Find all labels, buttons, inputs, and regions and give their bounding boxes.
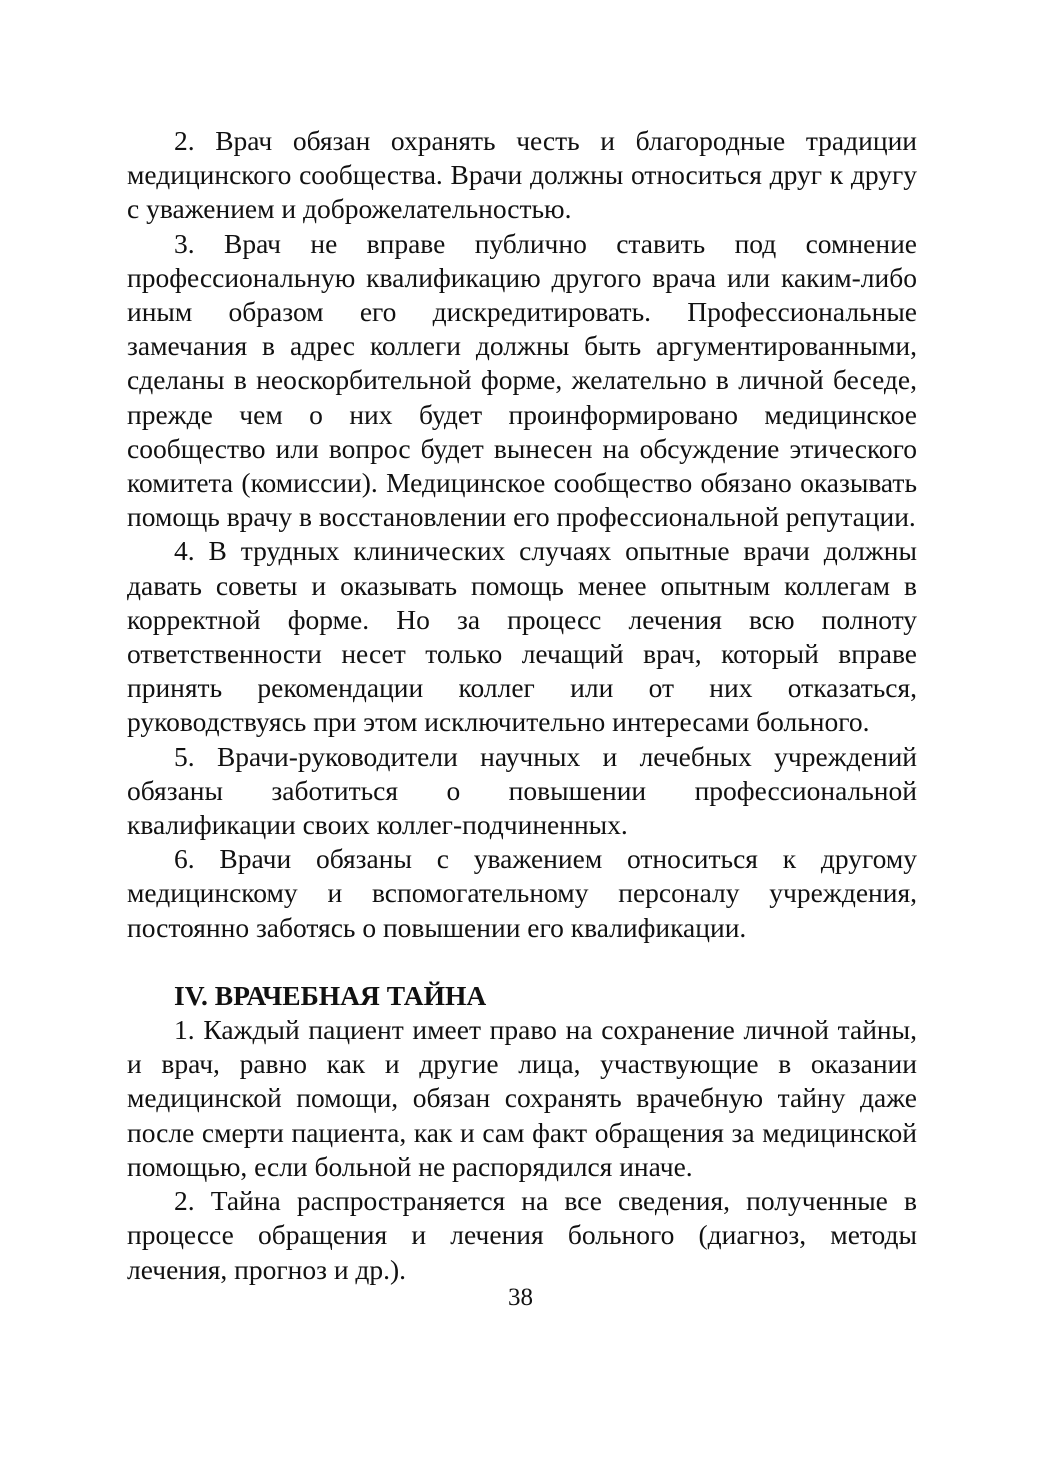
- page-content: [127, 124, 917, 1287]
- paragraph-2-colleagues-honor: 2. Врач обязан охранять честь и благородные традиции медицинского сообщества. Врачи должны относиться друг к другу с уважением и доброжелательностью.: [127, 125, 917, 225]
- page-number: 38: [508, 1284, 533, 1311]
- paragraph-6-respect-staff: 6. Врачи обязаны с уважением относиться к другому медицинскому и вспомогательному персоналу учреждения, постоянно заботясь о повышении его квалификации.: [127, 843, 917, 943]
- paragraph-2-secrecy-scope: 2. Тайна распространяется на все сведения, полученные в процессе обращения и лечения больного (диагноз, методы лечения, прогноз и др.).: [127, 1185, 917, 1285]
- paragraph-4-advice-to-colleagues: 4. В трудных клинических случаях опытные врачи должны давать советы и оказывать помощь менее опытным коллегам в корректной форме. Но за процесс лечения всю полноту ответственности несет только лечащий врач, который вправе принять рекомендации коллег или от них отказаться, руководствуясь при этом исключительно интересами больного.: [127, 535, 917, 738]
- paragraph-3-professional-criticism: 3. Врач не вправе публично ставить под сомнение профессиональную квалификацию другого врача или каким-либо иным образом его дискредитировать. Профессиональные замечания в адрес коллеги должны быть аргументированными, сделаны в неоскорбительной форме, желательно в личной беседе, прежде чем о них будет проинформировано медицинское сообщество или вопрос будет вынесен на обсуждение этического комитета (комиссии). Медицинское сообщество обязано оказывать помощь врачу в восстановлении его профессиональной репутации.: [127, 227, 917, 533]
- section-title-medical-secrecy: IV. ВРАЧЕБНАЯ ТАЙНА: [174, 979, 487, 1011]
- paragraph-1-patient-privacy: 1. Каждый пациент имеет право на сохранение личной тайны, и врач, равно как и другие лица, участвующие в оказании медицинской помощи, обязан сохранять врачебную тайну даже после смерти пациента, как и сам факт обращения за медицинской помощью, если больной не распорядился иначе.: [127, 1014, 917, 1182]
- paragraph-5-managers-duty: 5. Врачи-руководители научных и лечебных учреждений обязаны заботиться о повышении профессиональной квалификации своих коллег-подчиненных.: [127, 740, 917, 841]
